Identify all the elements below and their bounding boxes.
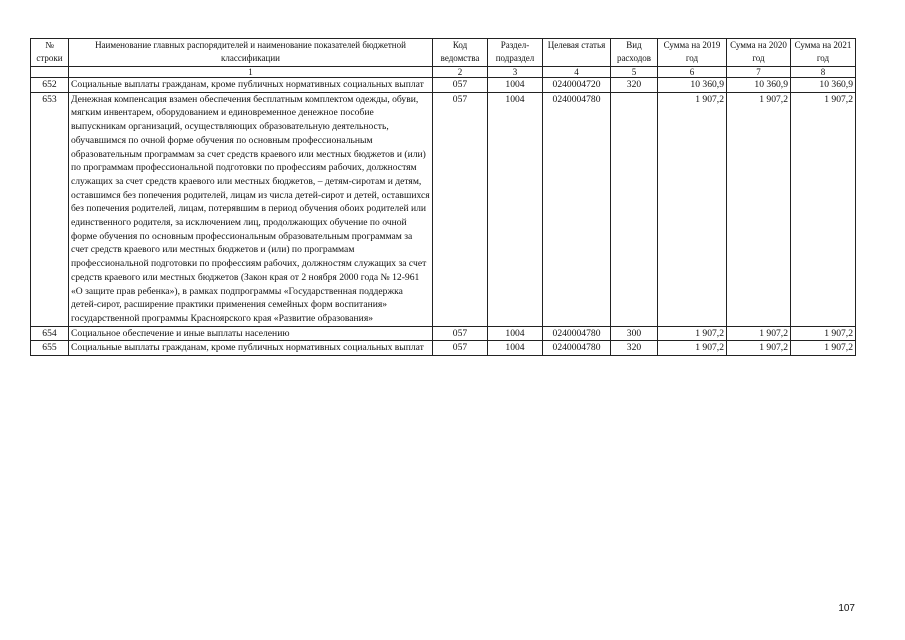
row-section: 1004 bbox=[488, 326, 543, 341]
row-number: 652 bbox=[31, 78, 69, 93]
header-row bbox=[31, 39, 856, 67]
header-sum-2020: Сумма на 2020 год bbox=[727, 39, 791, 67]
column-number: 4 bbox=[543, 67, 611, 78]
row-sum-2021: 1 907,2 bbox=[791, 92, 856, 326]
row-exp-type bbox=[611, 92, 658, 326]
row-number: 654 bbox=[31, 326, 69, 341]
page-number: 107 bbox=[838, 603, 855, 614]
header-target: Целевая статья bbox=[543, 39, 611, 67]
row-dept-code: 057 bbox=[433, 326, 488, 341]
row-sum-2020: 10 360,9 bbox=[727, 78, 791, 93]
row-name: Социальное обеспечение и иные выплаты населению bbox=[69, 326, 433, 341]
row-sum-2019: 1 907,2 bbox=[658, 326, 727, 341]
row-target: 0240004780 bbox=[543, 92, 611, 326]
row-dept-code: 057 bbox=[433, 341, 488, 356]
row-exp-type: 320 bbox=[611, 341, 658, 356]
row-section: 1004 bbox=[488, 341, 543, 356]
table-row bbox=[31, 326, 856, 341]
row-number: 655 bbox=[31, 341, 69, 356]
column-number: 1 bbox=[69, 67, 433, 78]
column-number: 7 bbox=[727, 67, 791, 78]
row-sum-2020: 1 907,2 bbox=[727, 326, 791, 341]
row-target: 0240004780 bbox=[543, 341, 611, 356]
row-sum-2019: 10 360,9 bbox=[658, 78, 727, 93]
row-target: 0240004720 bbox=[543, 78, 611, 93]
table-row bbox=[31, 341, 856, 356]
column-number bbox=[31, 67, 69, 78]
row-exp-type: 320 bbox=[611, 78, 658, 93]
budget-table bbox=[30, 38, 856, 356]
column-number: 8 bbox=[791, 67, 856, 78]
row-sum-2021: 10 360,9 bbox=[791, 78, 856, 93]
header-sum-2021: Сумма на 2021 год bbox=[791, 39, 856, 67]
header-section: Раздел-подраздел bbox=[488, 39, 543, 67]
column-number: 6 bbox=[658, 67, 727, 78]
header-dept: Код ведомства bbox=[433, 39, 488, 67]
header-num: № строки bbox=[31, 39, 69, 67]
row-number: 653 bbox=[31, 92, 69, 326]
row-sum-2020: 1 907,2 bbox=[727, 92, 791, 326]
row-name: Денежная компенсация взамен обеспечения бесплатным комплектом одежды, обуви, мягким инвентарем, оборудованием и единовременное денежное пособие выпускникам организаций, осуществляющих образовательную деятельность, обучавшимся по очной форме обучения по основным профессиональным образовательным программам за счет средств краевого или местных бюджетов и (или) по программам профессиональной подготовки по профессиям рабочих, должностям служащих за счет средств краевого или местных бюджетов, – детям-сиротам и детям, оставшимся без попечения родителей, лицам из числа детей-сирот и детей, оставшихся без попечения родителей, лицам, потерявшим в период обучения обоих родителей или единственного родителя, за исключением лиц, продолжающих обучение по очной форме обучения по основным профессиональным образовательным программам за счет средств краевого или местных бюджетов и (или) по программам профессиональной подготовки по профессиям рабочих, должностям служащих за счет средств краевого или местных бюджетов (Закон края от 2 ноября 2000 года № 12-961 «О защите прав ребенка»), в рамках подпрограммы «Государственная поддержка детей-сирот, расширение практики применения семейных форм воспитания» государственной программы Красноярского края «Развитие образования» bbox=[69, 92, 433, 326]
column-number: 5 bbox=[611, 67, 658, 78]
row-dept-code: 057 bbox=[433, 92, 488, 326]
header-name: Наименование главных распорядителей и наименование показателей бюджетной классификации bbox=[69, 39, 433, 67]
row-sum-2021: 1 907,2 bbox=[791, 341, 856, 356]
header-exp-type: Вид расходов bbox=[611, 39, 658, 67]
row-sum-2021: 1 907,2 bbox=[791, 326, 856, 341]
column-number-row bbox=[31, 67, 856, 78]
row-exp-type: 300 bbox=[611, 326, 658, 341]
row-section: 1004 bbox=[488, 78, 543, 93]
row-target: 0240004780 bbox=[543, 326, 611, 341]
row-sum-2020: 1 907,2 bbox=[727, 341, 791, 356]
row-sum-2019: 1 907,2 bbox=[658, 341, 727, 356]
header-sum-2019: Сумма на 2019 год bbox=[658, 39, 727, 67]
row-section: 1004 bbox=[488, 92, 543, 326]
table-row bbox=[31, 78, 856, 93]
row-sum-2019: 1 907,2 bbox=[658, 92, 727, 326]
column-number: 2 bbox=[433, 67, 488, 78]
row-dept-code: 057 bbox=[433, 78, 488, 93]
row-name: Социальные выплаты гражданам, кроме публичных нормативных социальных выплат bbox=[69, 78, 433, 93]
row-name: Социальные выплаты гражданам, кроме публичных нормативных социальных выплат bbox=[69, 341, 433, 356]
table-row bbox=[31, 92, 856, 326]
column-number: 3 bbox=[488, 67, 543, 78]
